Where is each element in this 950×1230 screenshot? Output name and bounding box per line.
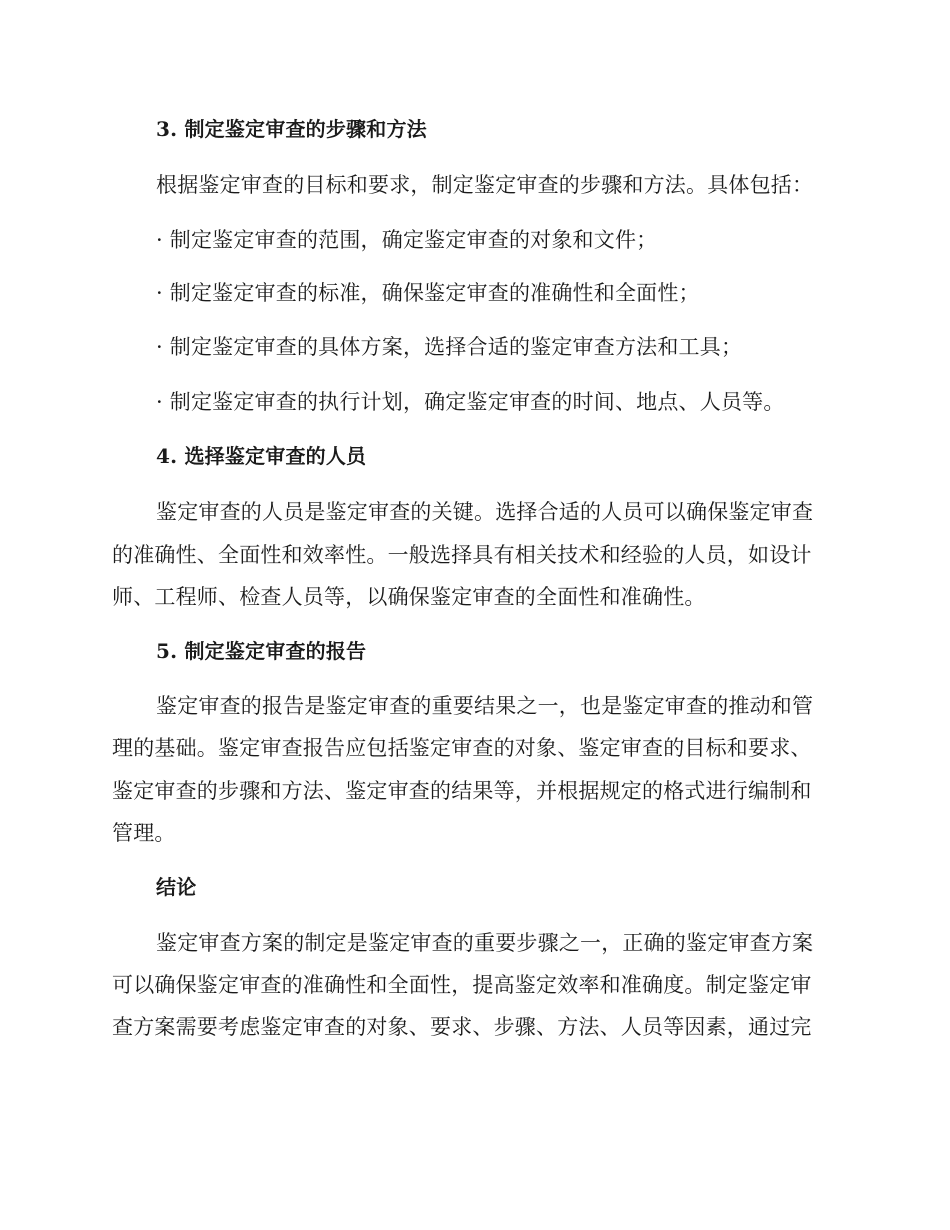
list-item: · 制定鉴定审查的标准，确保鉴定审查的准确性和全面性； <box>156 281 700 305</box>
paragraph-line: 鉴定审查方案的制定是鉴定审查的重要步骤之一，正确的鉴定审查方案 <box>156 931 814 955</box>
list-item: · 制定鉴定审查的具体方案，选择合适的鉴定审查方法和工具； <box>156 335 743 359</box>
paragraph-line: 查方案需要考虑鉴定审查的对象、要求、步骤、方法、人员等因素，通过完 <box>112 1015 812 1039</box>
section-heading-3: 3. 制定鉴定审查的步骤和方法 <box>156 117 427 141</box>
paragraph-line: 可以确保鉴定审查的准确性和全面性，提高鉴定效率和准确度。制定鉴定审 <box>112 973 812 997</box>
paragraph-line: 管理。 <box>112 821 176 845</box>
paragraph-line: 鉴定审查的步骤和方法、鉴定审查的结果等，并根据规定的格式进行编制和 <box>112 779 812 803</box>
list-item: · 制定鉴定审查的执行计划，确定鉴定审查的时间、地点、人员等。 <box>156 390 785 414</box>
paragraph-line: 鉴定审查的报告是鉴定审查的重要结果之一，也是鉴定审查的推动和管 <box>156 694 814 718</box>
paragraph-line: 鉴定审查的人员是鉴定审查的关键。选择合适的人员可以确保鉴定审查 <box>156 500 814 524</box>
section-heading-4: 4. 选择鉴定审查的人员 <box>156 444 367 468</box>
paragraph-line: 的准确性、全面性和效率性。一般选择具有相关技术和经验的人员，如设计 <box>112 543 812 567</box>
paragraph-line: 师、工程师、检查人员等，以确保鉴定审查的全面性和准确性。 <box>112 585 706 609</box>
section-heading-conclusion: 结论 <box>156 875 197 899</box>
section-3-intro: 根据鉴定审查的目标和要求，制定鉴定审查的步骤和方法。具体包括： <box>156 173 814 197</box>
section-heading-5: 5. 制定鉴定审查的报告 <box>156 639 367 663</box>
list-item: · 制定鉴定审查的范围，确定鉴定审查的对象和文件； <box>156 228 658 252</box>
paragraph-line: 理的基础。鉴定审查报告应包括鉴定审查的对象、鉴定审查的目标和要求、 <box>112 736 812 760</box>
